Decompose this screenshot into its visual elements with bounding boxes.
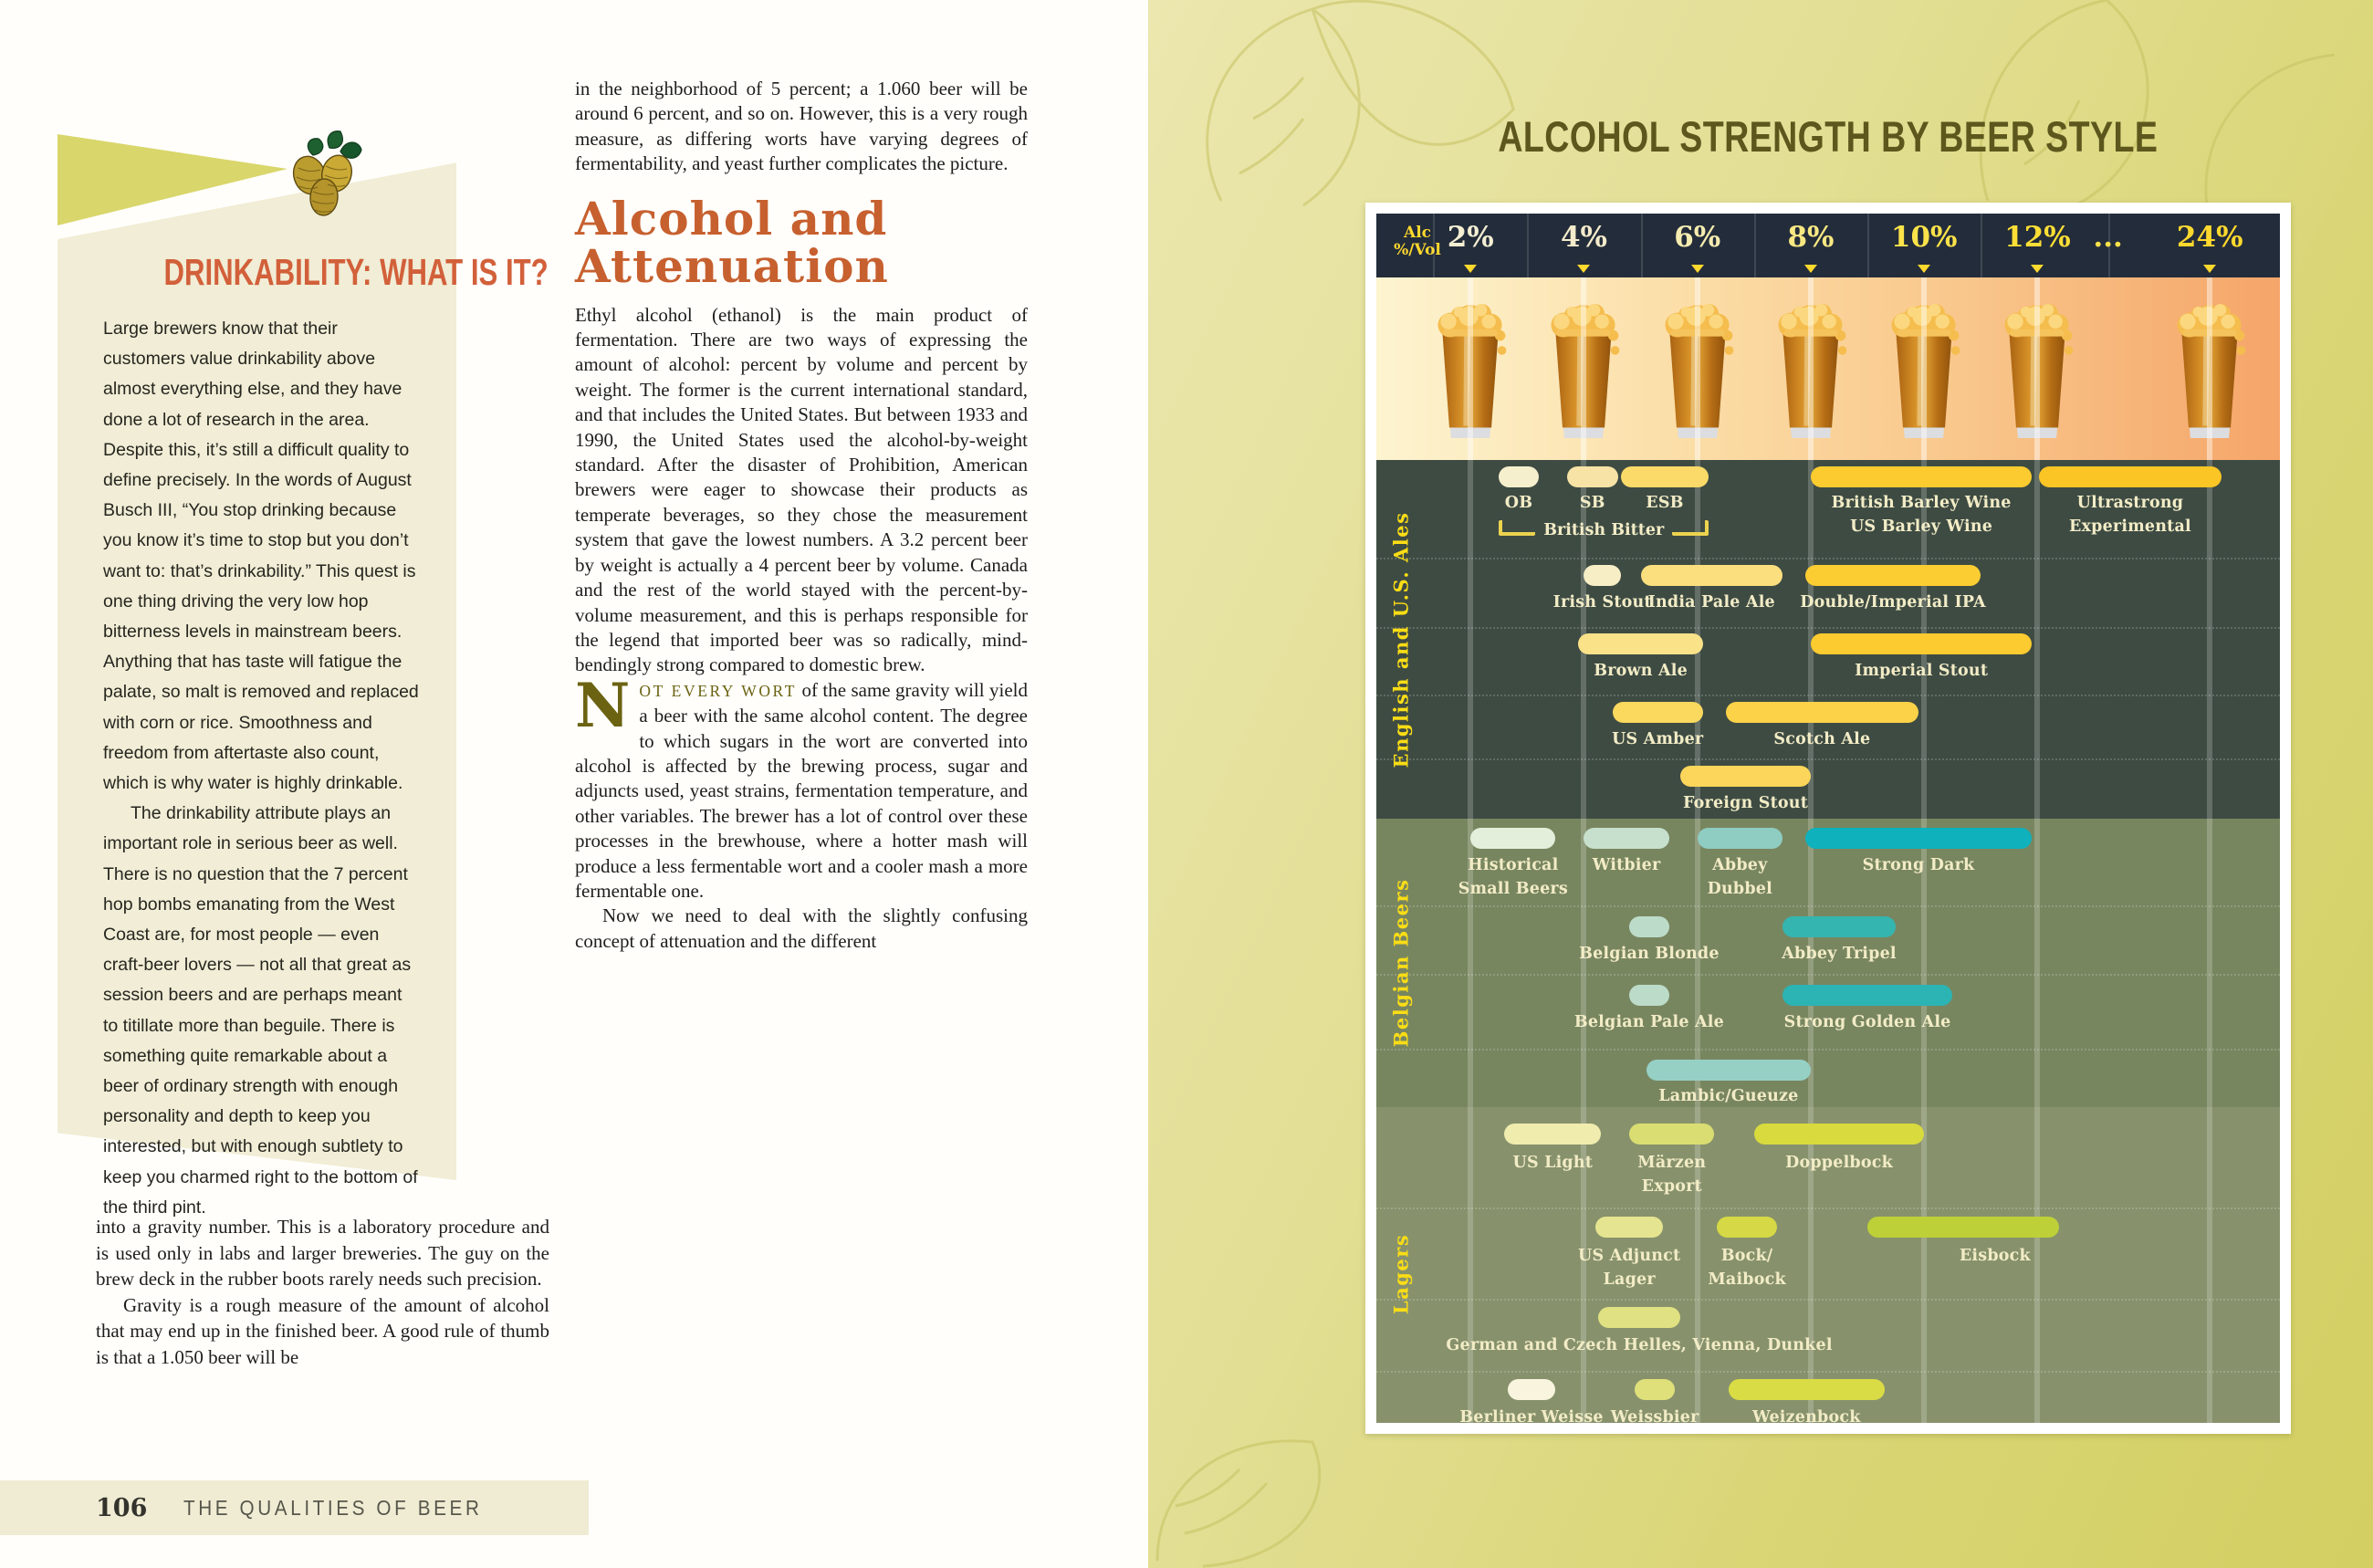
- abv-range-bar: [1811, 466, 2032, 487]
- axis-tick-2pct: 2%: [1447, 221, 1494, 254]
- style-label: US Amber: [1612, 730, 1704, 748]
- gridline: [1695, 277, 1700, 460]
- page-number: 106: [96, 1493, 148, 1522]
- style-label: Weizenbock: [1752, 1408, 1861, 1423]
- gridline: [1468, 277, 1473, 460]
- abv-range-bar: [1578, 633, 1703, 654]
- abv-range-bar: [1567, 466, 1618, 487]
- abv-range-bar: [1641, 565, 1782, 586]
- style-label: Belgian Pale Ale: [1573, 1013, 1724, 1031]
- axis-label: Alc %/Vol: [1394, 224, 1441, 259]
- tick-pointer-icon: [1464, 265, 1477, 273]
- style-label: Foreign Stout: [1683, 794, 1809, 812]
- style-label: Doppelbock: [1785, 1154, 1893, 1172]
- left-text-column: [96, 1214, 549, 1371]
- style-label: ESB: [1646, 494, 1684, 512]
- axis-tick-8pct: 8%: [1787, 221, 1835, 254]
- section-heading: Alcohol and Attenuation: [575, 191, 889, 293]
- paragraph-text: of the same gravity will yield a beer with the same alcohol content. The degree to which sugars in the wort are converted into alcohol is affected by the brewing process, sugar and adjuncts used, yeast strains, fermentation temperature, and other variables. The brewer has a lot of control over these processes in the brewhouse, where a hotter mash will produce a less fermentable wort and a cooler mash a more fermentable one.: [575, 678, 1028, 902]
- style-label: Ultrastrong Experimental: [2068, 494, 2191, 536]
- dropcap-paragraph: [575, 669, 1028, 904]
- header-divider: [1981, 214, 1982, 277]
- header-divider: [1641, 214, 1643, 277]
- hops-illustration-icon: [277, 128, 368, 223]
- gridline: [2034, 460, 2040, 1423]
- abv-range-bar: [1635, 1379, 1674, 1400]
- section-side-label: Belgian Beers: [1389, 878, 1413, 1048]
- abv-range-bar: [2039, 466, 2221, 487]
- sidebar: [103, 251, 549, 1223]
- gridline: [1808, 277, 1814, 460]
- footer-section-title: THE QUALITIES OF BEER: [183, 1495, 483, 1520]
- style-label: SB: [1579, 494, 1605, 512]
- abv-range-bar: [1680, 766, 1811, 787]
- left-page: [0, 0, 1148, 1568]
- axis-tick-24pct: 24%: [2176, 221, 2243, 254]
- style-label: India Pale Ale: [1647, 593, 1775, 612]
- gridline: [2207, 277, 2212, 460]
- abv-range-bar: [1729, 1379, 1885, 1400]
- style-label: Scotch Ale: [1773, 730, 1871, 748]
- style-label: British Barley Wine US Barley Wine: [1831, 494, 2012, 536]
- style-label: Weissbier: [1610, 1408, 1699, 1423]
- body-paragraph: Now we need to deal with the slightly confusing concept of attenuation and the different: [575, 904, 1028, 952]
- body-paragraph: in the neighborhood of 5 percent; a 1.060 beer will be around 6 percent, and so on. However, this is a very rough measure, as differing worts have varying degrees of fermentability, and yeast further complicates the picture.: [575, 78, 1028, 175]
- abv-range-bar: [1726, 702, 1918, 723]
- alcohol-strength-chart: [1365, 203, 2291, 1434]
- abv-range-bar: [1621, 466, 1709, 487]
- tick-pointer-icon: [1804, 265, 1817, 273]
- abv-range-bar: [1470, 828, 1555, 849]
- sidebar-body: [103, 314, 420, 1223]
- sidebar-paragraph: The drinkability attribute plays an important role in serious beer as well. There is no question that the 7 percent hop bombs emanating from the West Coast are, for most people — even craft-beer lovers — not all that great as session beers and are perhaps meant to titillate more than beguile. There is something quite remarkable about a beer of ordinary strength with enough personality and depth to keep you interested, but with enough subtlety to keep you charmed right to the bottom of the third pint.: [103, 803, 418, 1218]
- style-label: Double/Imperial IPA: [1800, 593, 1986, 612]
- abv-range-bar: [1629, 1124, 1714, 1145]
- gridline: [1581, 277, 1586, 460]
- abv-range-bar: [1584, 828, 1668, 849]
- abv-range-bar: [1782, 916, 1896, 937]
- abv-range-bar: [1754, 1124, 1924, 1145]
- hop-lineart-background: [1166, 0, 2353, 210]
- gridline: [1921, 277, 1927, 460]
- header-divider: [1867, 214, 1869, 277]
- abv-range-bar: [1508, 1379, 1556, 1400]
- style-label: Strong Golden Ale: [1783, 1013, 1951, 1031]
- abv-range-bar: [1499, 466, 1538, 487]
- group-bracket: British Bitter: [1499, 518, 1709, 537]
- tick-pointer-icon: [1577, 265, 1590, 273]
- style-label: Historical Small Beers: [1458, 856, 1568, 898]
- abv-range-bar: [1629, 985, 1668, 1006]
- tick-pointer-icon: [2031, 265, 2044, 273]
- gridlines-glass-band: [1376, 277, 2280, 460]
- chart-content: [1376, 214, 2280, 1423]
- middle-text-column: [575, 77, 1028, 954]
- body-paragraph: Gravity is a rough measure of the amount of alcohol that may end up in the finished beer. A good rule of thumb is that a 1.050 beer will be: [96, 1293, 549, 1368]
- abv-range-bar: [1782, 985, 1952, 1006]
- tick-pointer-icon: [2203, 265, 2216, 273]
- header-divider: [1754, 214, 1756, 277]
- abv-range-bar: [1629, 916, 1668, 937]
- style-label: Imperial Stout: [1855, 662, 1989, 680]
- tick-pointer-icon: [1691, 265, 1704, 273]
- abv-range-bar: [1613, 702, 1703, 723]
- axis-tick-...: ...: [2093, 221, 2123, 254]
- abv-range-bar: [1598, 1307, 1680, 1328]
- page-footer: [0, 1480, 589, 1535]
- style-label: Abbey Dubbel: [1707, 856, 1772, 898]
- abv-range-bar: [1646, 1060, 1811, 1081]
- abv-range-bar: [1805, 828, 2033, 849]
- lead-smallcaps: OT EVERY WORT: [639, 681, 798, 700]
- chart-axis-header: [1376, 214, 2280, 277]
- style-label: Märzen Export: [1637, 1154, 1707, 1196]
- abv-range-bar: [1584, 565, 1620, 586]
- hop-lineart-background: [1148, 1424, 1422, 1568]
- abv-range-bar: [1698, 828, 1782, 849]
- abv-range-bar: [1504, 1124, 1601, 1145]
- header-divider: [1527, 214, 1529, 277]
- style-label: Bock/ Maibock: [1708, 1247, 1786, 1289]
- style-label: Irish Stout: [1552, 593, 1652, 612]
- axis-tick-6pct: 6%: [1674, 221, 1721, 254]
- style-label: US Light: [1512, 1154, 1594, 1172]
- style-label: Witbier: [1592, 856, 1661, 874]
- style-label: Lambic/Gueuze: [1658, 1087, 1799, 1105]
- abv-range-bar: [1595, 1217, 1664, 1238]
- style-label: Belgian Blonde: [1579, 945, 1720, 963]
- axis-tick-12pct: 12%: [2004, 221, 2071, 254]
- header-divider: [1433, 214, 1435, 277]
- style-label: Berliner Weisse: [1459, 1408, 1604, 1423]
- gridline: [2207, 460, 2212, 1423]
- body-paragraph: into a gravity number. This is a laboratory procedure and is used only in labs and larger breweries. The guy on the brew deck in the rubber boots rarely needs such precision.: [96, 1216, 549, 1291]
- style-label: Abbey Tripel: [1782, 945, 1897, 963]
- style-label: OB: [1504, 494, 1533, 512]
- style-label: Strong Dark: [1862, 856, 1975, 874]
- style-label: Brown Ale: [1594, 662, 1688, 680]
- style-label: US Adjunct Lager: [1577, 1247, 1681, 1289]
- abv-range-bar: [1867, 1217, 2059, 1238]
- tick-pointer-icon: [1918, 265, 1930, 273]
- section-side-label: Lagers: [1389, 1233, 1413, 1315]
- style-label: Eisbock: [1959, 1247, 2031, 1265]
- section-side-label: English and U.S. Ales: [1389, 511, 1413, 768]
- sidebar-title: DRINKABILITY: WHAT IS IT?: [163, 251, 549, 293]
- abv-range-bar: [1717, 1217, 1776, 1238]
- dropcap-letter: N: [575, 669, 631, 741]
- gridline: [1468, 460, 1473, 1423]
- abv-range-bar: [1805, 565, 1981, 586]
- axis-tick-4pct: 4%: [1560, 221, 1607, 254]
- abv-range-bar: [1811, 633, 2032, 654]
- style-label: German and Czech Helles, Vienna, Dunkel: [1446, 1336, 1833, 1354]
- chart-title: ALCOHOL STRENGTH BY BEER STYLE: [1498, 112, 2159, 161]
- body-paragraph: Ethyl alcohol (ethanol) is the main product of fermentation. There are two ways of expressing the amount of alcohol: percent by volume and percent by weight. The former is the current international standard, and that includes the United States. But between 1933 and 1990, the United States used the alcohol-by-weight standard. After the disaster of Prohibition, American brewers were eager to showcase their products as temperate beverages, so they chose the measurement system that gave the lowest numbers. A 3.2 percent beer by weight is actually a 4 percent beer by volume. Canada and the rest of the world stayed with the percent-by-volume measurement, and this is perhaps responsible for the legend that imported beer was so radically, mind-bendingly strong compared to domestic brew.: [575, 303, 1028, 676]
- sidebar-paragraph: Large brewers know that their customers value drinkability above almost everything else, and they have done a lot of research in the area. Despite this, it’s still a difficult quality to define precisely. In the words of August Busch III, “You stop drinking because you know it’s time to stop but you don’t want to: that’s drinkability.” This quest is one thing driving the very low hop bitterness levels in mainstream beers. Anything that has taste will fatigue the palate, so malt is removed and replaced with corn or rice. Smoothness and freedom from aftertaste also count, which is why water is highly drinkable.: [103, 319, 419, 794]
- gridline: [2034, 277, 2040, 460]
- axis-tick-10pct: 10%: [1890, 221, 1958, 254]
